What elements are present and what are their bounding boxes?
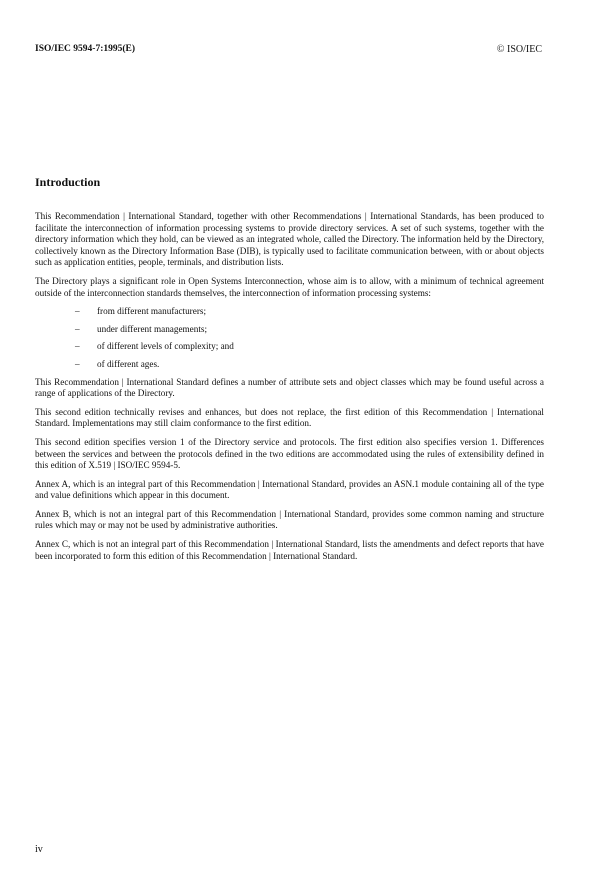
systems-list — [35, 306, 544, 370]
list-item — [35, 306, 544, 318]
paragraph: Annex B, which is not an integral part of this Recommendation | International Standard, provides some common naming and structure rules which may or may not be used by administrative authorities. — [35, 508, 544, 531]
page-number: iv — [35, 844, 43, 855]
document-id-header: ISO/IEC 9594-7:1995(E) — [35, 44, 136, 54]
list-item — [35, 341, 544, 353]
list-dash: – — [75, 358, 80, 369]
list-dash: – — [75, 306, 80, 317]
list-item-text: of different levels of complexity; and — [97, 341, 234, 352]
paragraph: Annex C, which is not an integral part of this Recommendation | International Standard, lists the amendments and defect reports that have been incorporated to form this edition of this Recommendation | International Standard. — [35, 539, 544, 561]
list-dash: – — [75, 341, 80, 352]
list-item-text: from different manufacturers; — [97, 306, 207, 317]
list-item — [35, 359, 544, 371]
paragraph: This second edition specifies version 1 of the Directory service and protocols. The first edition also specifies version 1. Differences between the services and between the protocols defined in the two editions are accommodated using the rules of extensibility defined in this edition of X.519 | ISO/IEC 9594-5. — [35, 436, 544, 471]
list-dash: – — [75, 323, 80, 334]
paragraph: The Directory plays a significant role in Open Systems Interconnection, whose aim is to allow, with a minimum of technical agreement outside of the interconnection standards themselves, the interconnection of information processing systems: — [35, 275, 544, 298]
paragraph: This Recommendation | International Standard, together with other Recommendations | International Standards, has been produced to facilitate the interconnection of information processing systems to provide directory services. A set of such systems, together with the directory information which they hold, can be viewed as an integrated whole, called the Directory. The information held by the Directory, collectively known as the Directory Information Base (DIB), is typically used to facilitate communication between, with or about objects such as application entities, people, terminals, and distribution lists. — [35, 211, 544, 268]
body-text — [35, 211, 544, 569]
list-item-text: of different ages. — [97, 358, 160, 369]
section-title: Introduction — [35, 175, 101, 189]
copyright-header: © ISO/IEC — [496, 44, 542, 55]
list-item-text: under different managements; — [97, 323, 208, 334]
paragraph: This Recommendation | International Standard defines a number of attribute sets and object classes which may be found useful across a range of applications of the Directory. — [35, 376, 544, 399]
list-item — [35, 324, 544, 336]
paragraph: Annex A, which is an integral part of this Recommendation | International Standard, provides an ASN.1 module containing all of the type and value definitions which appear in this document. — [35, 478, 544, 501]
paragraph: This second edition technically revises and enhances, but does not replace, the first edition of this Recommendation | International Standard. Implementations may still claim conformance to the first edition. — [35, 406, 544, 429]
